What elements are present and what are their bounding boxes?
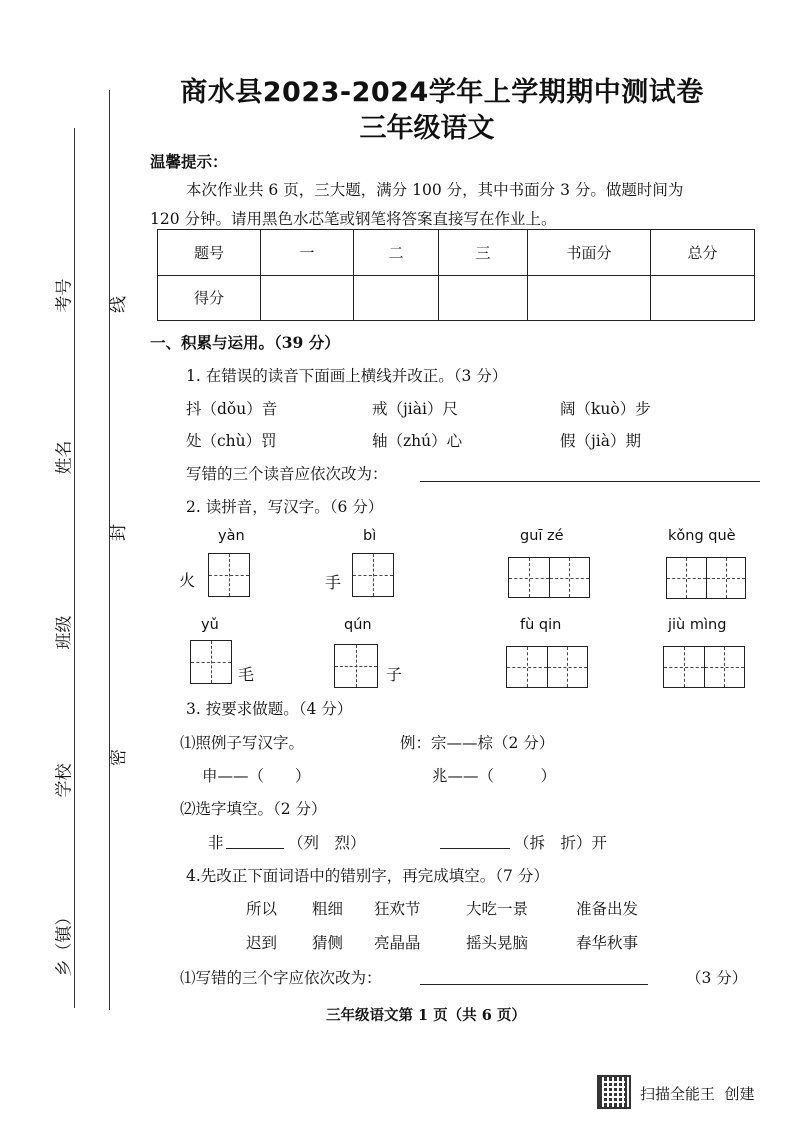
q4-answer-label: ⑴写错的三个字应依次改为： bbox=[180, 969, 382, 987]
writing-grid[interactable] bbox=[190, 640, 232, 684]
char-suffix: 毛 bbox=[238, 665, 255, 684]
q3-sub2: ⑵选字填空。（2 分） bbox=[180, 800, 327, 818]
page-footer: 三年级语文第 1 页（共 6 页） bbox=[326, 1007, 526, 1024]
seal-secret-char: 密 bbox=[109, 749, 129, 766]
q3-item-a[interactable]: 申——（ ） bbox=[202, 767, 311, 785]
label-exam-number: 考号 bbox=[54, 278, 75, 313]
section-1-heading: 一、积累与运用。（39 分） bbox=[150, 333, 340, 352]
label-school: 学校 bbox=[54, 763, 75, 798]
exam-subtitle: 三年级语文 bbox=[359, 113, 495, 144]
table-header-cell: 题号 bbox=[158, 230, 261, 276]
score-cell[interactable] bbox=[261, 275, 354, 321]
notice-line-1: 本次作业共 6 页，三大题，满分 100 分，其中书面分 3 分。做题时间为 bbox=[186, 181, 684, 199]
score-cell[interactable] bbox=[651, 275, 755, 321]
q4-word: 粗细 bbox=[312, 900, 344, 918]
q3-fill-a-blank[interactable] bbox=[226, 848, 284, 849]
char-prefix: 火 bbox=[179, 571, 196, 590]
pinyin-label: yǔ bbox=[201, 617, 219, 633]
char-prefix: 手 bbox=[325, 573, 342, 592]
q1-word: 戒（jiài）尺 bbox=[372, 400, 458, 418]
label-name: 姓名 bbox=[54, 440, 75, 475]
writing-grid[interactable] bbox=[663, 646, 745, 688]
table-header-cell: 总分 bbox=[651, 230, 755, 276]
q3-fill-b-blank[interactable] bbox=[440, 848, 510, 849]
binding-line-inner bbox=[109, 90, 110, 1010]
label-class: 班级 bbox=[54, 615, 75, 650]
q1-word: 抖（dǒu）音 bbox=[186, 400, 278, 418]
q4-word: 摇头晃脑 bbox=[466, 934, 529, 952]
table-header-cell: 书面分 bbox=[528, 230, 651, 276]
q3-fill-a-options: （列 烈） bbox=[288, 834, 366, 852]
pinyin-label: qún bbox=[344, 617, 372, 633]
table-header-cell: 二 bbox=[354, 230, 439, 276]
score-table bbox=[157, 229, 755, 321]
q4-prompt: 4.先改正下面词语中的错别字，再完成填空。（7 分） bbox=[186, 867, 549, 885]
notice-label: 温馨提示： bbox=[150, 152, 228, 171]
writing-grid[interactable] bbox=[334, 644, 378, 688]
q3-fill-b-options: （拆 折）开 bbox=[514, 834, 608, 852]
q4-answer-points: （3 分） bbox=[686, 969, 748, 987]
writing-grid[interactable] bbox=[208, 553, 250, 597]
seal-seal-char: 封 bbox=[109, 524, 129, 541]
score-table-header-row bbox=[158, 230, 755, 276]
table-row-label: 得分 bbox=[158, 275, 261, 321]
q1-word: 阔（kuò）步 bbox=[560, 400, 651, 418]
q3-item-b[interactable]: 兆——（ ） bbox=[432, 767, 557, 785]
qr-code-icon bbox=[597, 1075, 631, 1109]
score-cell[interactable] bbox=[354, 275, 439, 321]
notice-line-2: 120 分钟。请用黑色水芯笔或钢笔将答案直接写在作业上。 bbox=[150, 210, 557, 228]
score-cell[interactable] bbox=[439, 275, 528, 321]
q4-word: 所以 bbox=[246, 900, 278, 918]
q3-fill-a-prefix: 非 bbox=[208, 834, 224, 852]
q2-prompt: 2. 读拼音，写汉字。（6 分） bbox=[186, 498, 384, 516]
q1-answer-label: 写错的三个读音应依次改为： bbox=[186, 465, 388, 483]
table-header-cell: 三 bbox=[439, 230, 528, 276]
pinyin-label: guī zé bbox=[520, 528, 564, 544]
q4-word: 狂欢节 bbox=[374, 900, 421, 918]
seal-line-char: 线 bbox=[109, 296, 129, 313]
q4-word: 猜侧 bbox=[312, 934, 344, 952]
q4-word: 迟到 bbox=[246, 934, 278, 952]
writing-grid[interactable] bbox=[352, 553, 394, 597]
q4-word: 大吃一景 bbox=[466, 900, 529, 918]
score-cell[interactable] bbox=[528, 275, 651, 321]
exam-title: 商水县2023-2024学年上学期期中测试卷 bbox=[180, 77, 704, 108]
scanner-watermark: 扫描全能王 创建 bbox=[640, 1085, 755, 1103]
q1-word: 轴（zhú）心 bbox=[372, 432, 463, 450]
char-suffix: 子 bbox=[386, 665, 403, 684]
writing-grid[interactable] bbox=[508, 557, 590, 598]
q4-word: 春华秋事 bbox=[576, 934, 639, 952]
pinyin-label: jiù mìng bbox=[668, 617, 727, 633]
table-header-cell: 一 bbox=[261, 230, 354, 276]
q3-prompt: 3. 按要求做题。（4 分） bbox=[186, 700, 353, 718]
score-table-score-row bbox=[158, 275, 755, 321]
label-township: 乡（镇） bbox=[54, 908, 75, 977]
q1-word: 假（jià）期 bbox=[560, 432, 642, 450]
writing-grid[interactable] bbox=[666, 557, 746, 599]
q3-example: 例：宗——棕（2 分） bbox=[400, 734, 555, 752]
q3-sub1: ⑴照例子写汉字。 bbox=[180, 734, 305, 752]
q1-answer-line[interactable] bbox=[420, 481, 760, 482]
q1-prompt: 1. 在错误的读音下面画上横线并改正。（3 分） bbox=[186, 367, 508, 385]
q4-word: 准备出发 bbox=[576, 900, 639, 918]
binding-line-outer bbox=[74, 128, 75, 1008]
pinyin-label: yàn bbox=[218, 528, 245, 544]
pinyin-label: fù qin bbox=[520, 617, 562, 633]
q4-word: 亮晶晶 bbox=[374, 934, 421, 952]
pinyin-label: bì bbox=[363, 528, 377, 544]
pinyin-label: kǒng què bbox=[668, 528, 736, 544]
q1-word: 处（chù）罚 bbox=[186, 432, 277, 450]
writing-grid[interactable] bbox=[506, 646, 588, 688]
q4-answer-line[interactable] bbox=[420, 984, 648, 985]
